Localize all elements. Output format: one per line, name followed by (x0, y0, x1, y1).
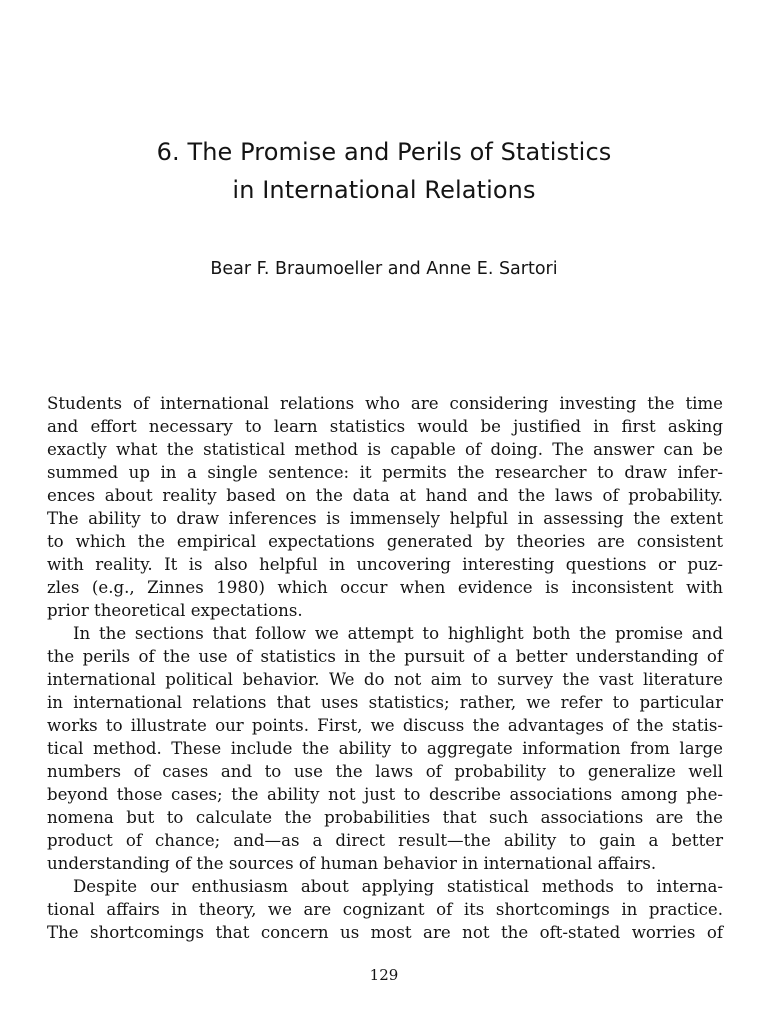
text-line: tical method. These include the ability to aggregate information from large (47, 739, 723, 758)
text-line: Students of international relations who are considering investing the time (47, 394, 723, 413)
paragraph-1 (47, 392, 723, 622)
text-line: summed up in a single sentence: it permits the researcher to draw infer- (47, 463, 723, 482)
text-line: in international relations that uses statistics; rather, we refer to particular (47, 693, 723, 712)
text-line: In the sections that follow we attempt to highlight both the promise and (73, 624, 723, 643)
text-line: nomena but to calculate the probabilities that such associations are the (47, 808, 723, 827)
text-line: prior theoretical expectations. (47, 601, 303, 620)
paragraph-2 (47, 622, 723, 875)
text-line: The ability to draw inferences is immensely helpful in assessing the extent (47, 509, 723, 528)
text-line: with reality. It is also helpful in uncovering interesting questions or puz- (47, 555, 723, 574)
text-line: product of chance; and—as a direct result—the ability to gain a better (47, 831, 723, 850)
chapter-title (0, 133, 768, 209)
text-line: The shortcomings that concern us most are not the oft-stated worries of (47, 923, 723, 942)
text-line: exactly what the statistical method is capable of doing. The answer can be (47, 440, 723, 459)
text-line: zles (e.g., Zinnes 1980) which occur when evidence is inconsistent with (47, 578, 723, 597)
text-line: ences about reality based on the data at hand and the laws of probability. (47, 486, 723, 505)
chapter-title-line-2: in International Relations (232, 176, 536, 204)
text-line: to which the empirical expectations generated by theories are consistent (47, 532, 723, 551)
text-line: and effort necessary to learn statistics would be justified in first asking (47, 417, 723, 436)
page-number: 129 (369, 966, 399, 984)
text-line: beyond those cases; the ability not just to describe associations among phe- (47, 785, 723, 804)
chapter-body (47, 392, 723, 944)
text-line: international political behavior. We do not aim to survey the vast literature (47, 670, 723, 689)
text-line: tional affairs in theory, we are cognizant of its shortcomings in practice. (47, 900, 723, 919)
text-line: understanding of the sources of human behavior in international affairs. (47, 854, 657, 873)
paragraph-3 (47, 875, 723, 944)
text-line: Despite our enthusiasm about applying statistical methods to interna- (73, 877, 723, 896)
text-line: the perils of the use of statistics in the pursuit of a better understanding of (47, 647, 723, 666)
text-line: numbers of cases and to use the laws of probability to generalize well (47, 762, 723, 781)
chapter-title-line-1: 6. The Promise and Perils of Statistics (156, 138, 612, 166)
chapter-authors: Bear F. Braumoeller and Anne E. Sartori (210, 259, 558, 279)
text-line: works to illustrate our points. First, we discuss the advantages of the statis- (47, 716, 723, 735)
